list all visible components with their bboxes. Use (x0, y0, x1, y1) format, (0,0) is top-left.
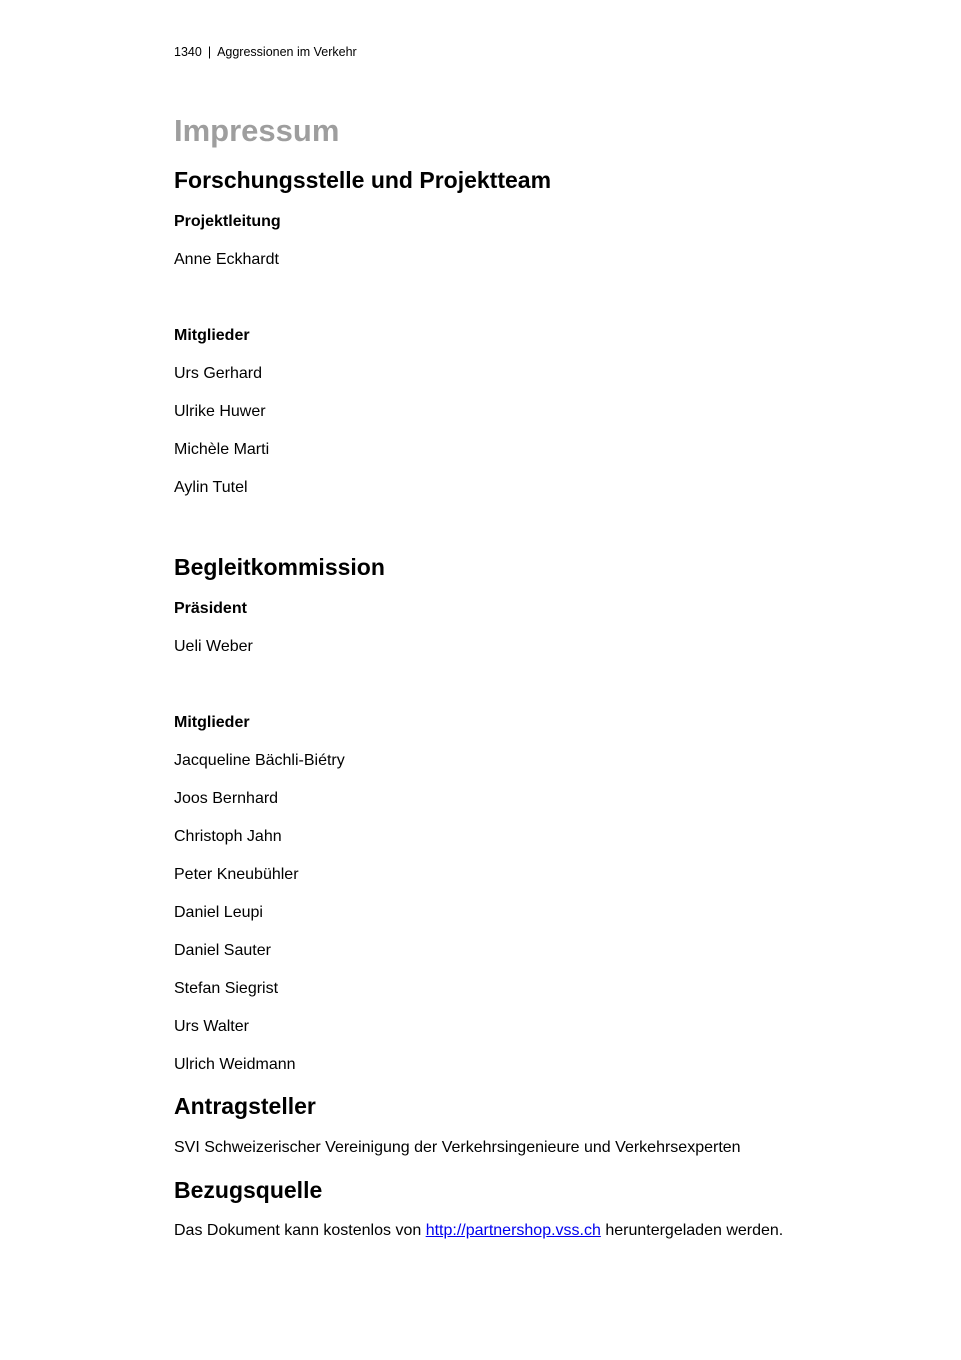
source-heading: Bezugsquelle (174, 1177, 323, 1203)
research-heading: Forschungsstelle und Projektteam (174, 167, 552, 193)
list-item: Jacqueline Bächli-Biétry (174, 752, 345, 769)
list-item: Daniel Sauter (174, 942, 271, 959)
list-item: Urs Walter (174, 1018, 249, 1035)
president-name: Ueli Weber (174, 638, 253, 655)
applicant-text: SVI Schweizerischer Vereinigung der Verkehrsingenieure und Verkehrsexperten (174, 1139, 741, 1156)
list-item: Peter Kneubühler (174, 866, 299, 883)
president-label: Präsident (174, 600, 247, 617)
running-header (174, 45, 357, 59)
running-title: Aggressionen im Verkehr (217, 45, 357, 59)
page-number: 1340 (174, 45, 202, 59)
research-members-label: Mitglieder (174, 327, 250, 344)
lead-label: Projektleitung (174, 213, 281, 230)
list-item: Stefan Siegrist (174, 980, 279, 997)
list-item: Ulrich Weidmann (174, 1056, 296, 1073)
list-item: Christoph Jahn (174, 828, 282, 845)
list-item: Ulrike Huwer (174, 403, 266, 420)
source-text-after: heruntergeladen werden. (600, 1222, 784, 1239)
lead-name: Anne Eckhardt (174, 251, 279, 268)
list-item: Michèle Marti (174, 441, 270, 458)
header-separator: | (207, 45, 212, 59)
list-item: Aylin Tutel (174, 479, 248, 496)
commission-members-label: Mitglieder (174, 714, 250, 731)
list-item: Daniel Leupi (174, 904, 263, 921)
list-item: Joos Bernhard (174, 790, 279, 807)
page-title: Impressum (174, 113, 340, 148)
source-text-before: Das Dokument kann kostenlos von (174, 1222, 426, 1239)
source-paragraph (174, 1222, 783, 1240)
list-item: Urs Gerhard (174, 365, 263, 382)
partnershop-link[interactable]: http://partnershop.vss.ch (425, 1222, 601, 1239)
applicant-heading: Antragsteller (174, 1093, 316, 1119)
commission-heading: Begleitkommission (174, 554, 385, 580)
